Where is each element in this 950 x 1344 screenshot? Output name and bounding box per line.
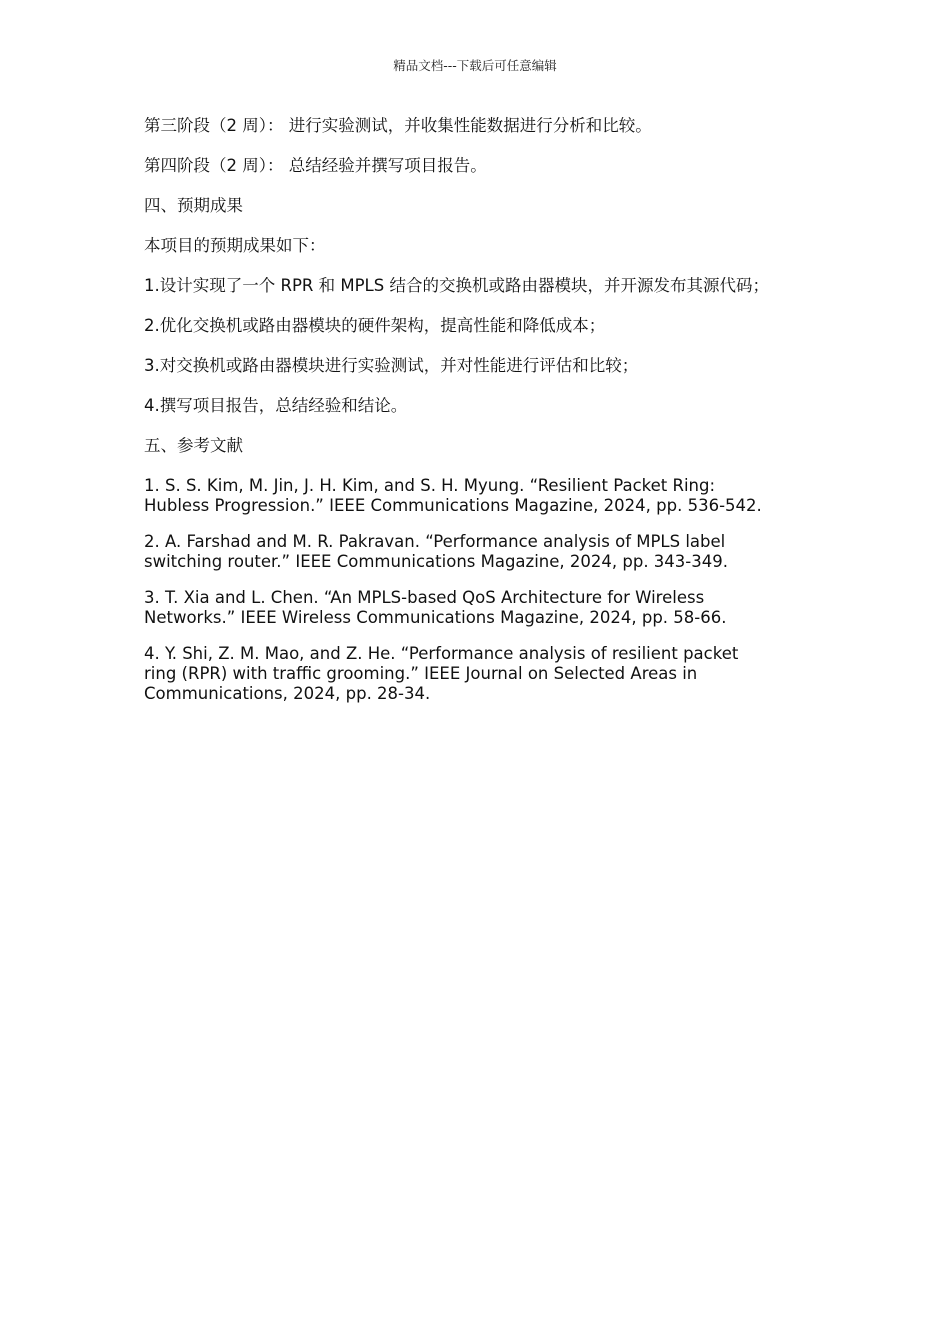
result-item-2: 2.优化交换机或路由器模块的硬件架构，提高性能和降低成本； [144, 316, 606, 335]
paragraph-phase-four: 第四阶段（2 周）： 总结经验并撰写项目报告。 [144, 156, 487, 175]
paragraph-phase-three: 第三阶段（2 周）： 进行实验测试，并收集性能数据进行分析和比较。 [144, 116, 652, 135]
paragraph-results-intro: 本项目的预期成果如下： [144, 236, 326, 255]
result-item-1: 1.设计实现了一个 RPR 和 MPLS 结合的交换机或路由器模块，并开源发布其源代码； [144, 276, 769, 295]
reference-line: 2. A. Farshad and M. R. Pakravan. “Performance analysis of MPLS label [144, 532, 726, 551]
reference-line: switching router.” IEEE Communications Magazine, 2024, pp. 343-349. [144, 552, 728, 571]
reference-line: ring (RPR) with traffic grooming.” IEEE Journal on Selected Areas in [144, 664, 698, 683]
reference-line: Networks.” IEEE Wireless Communications Magazine, 2024, pp. 58-66. [144, 608, 727, 627]
reference-item-2 [144, 532, 824, 572]
page-header: 精品文档---下载后可任意编辑 [393, 58, 557, 73]
reference-line: Hubless Progression.” IEEE Communications Magazine, 2024, pp. 536-542. [144, 496, 762, 515]
result-item-3: 3.对交换机或路由器模块进行实验测试，并对性能进行评估和比较； [144, 356, 639, 375]
reference-line: Communications, 2024, pp. 28-34. [144, 684, 431, 703]
reference-item-3 [144, 588, 824, 628]
section-heading-references: 五、参考文献 [144, 436, 243, 455]
reference-item-1 [144, 476, 824, 516]
section-heading-expected-results: 四、预期成果 [144, 196, 243, 215]
reference-line: 4. Y. Shi, Z. M. Mao, and Z. He. “Performance analysis of resilient packet [144, 644, 739, 663]
reference-line: 3. T. Xia and L. Chen. “An MPLS-based QoS Architecture for Wireless [144, 588, 705, 607]
reference-line: 1. S. S. Kim, M. Jin, J. H. Kim, and S. H. Myung. “Resilient Packet Ring: [144, 476, 716, 495]
reference-item-4 [144, 644, 824, 704]
document-body [144, 116, 824, 720]
result-item-4: 4.撰写项目报告，总结经验和结论。 [144, 396, 408, 415]
